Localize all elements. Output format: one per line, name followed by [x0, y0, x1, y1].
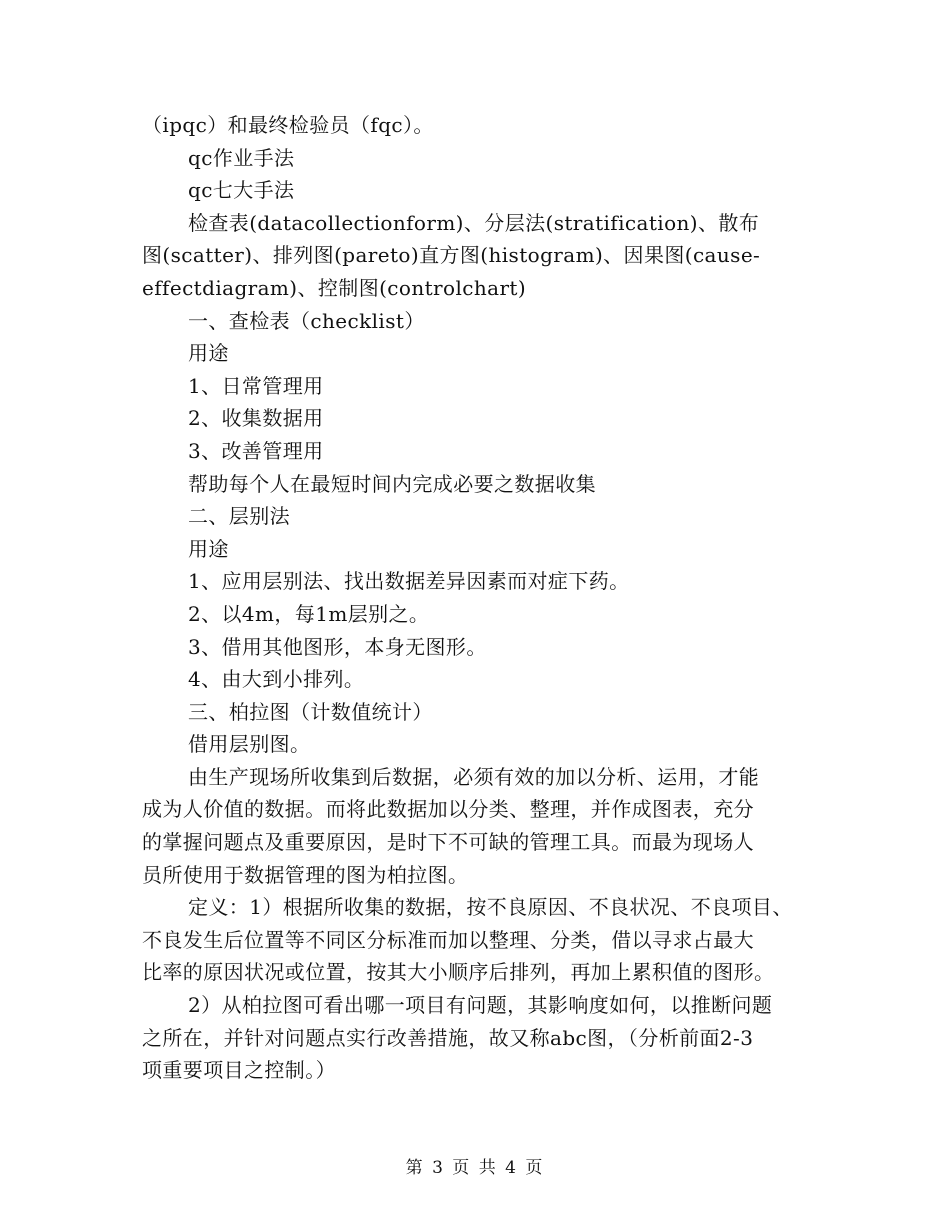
text-line: qc作业手法 [188, 145, 295, 170]
text-line: 的掌握问题点及重要原因，是时下不可缺的管理工具。而最为现场人 [142, 830, 754, 855]
text-line: 由生产现场所收集到后数据，必须有效的加以分析、运用，才能 [188, 764, 760, 789]
text-line: 二、层别法 [188, 504, 290, 529]
text-line: 员所使用于数据管理的图为柏拉图。 [142, 862, 469, 887]
text-line: 之所在，并针对问题点实行改善措施，故又称abc图，（分析前面2-3 [142, 1025, 754, 1050]
text-line: 检查表(datacollectionform)、分层法(stratification)、散布 [188, 210, 760, 235]
text-line: 4、由大到小排列。 [188, 667, 365, 692]
text-line: 1、日常管理用 [188, 373, 324, 398]
page-footer: 第 3 页 共 4 页 [405, 1158, 545, 1178]
text-line: 不良发生后位置等不同区分标准而加以整理、分类，借以寻求占最大 [142, 927, 754, 952]
text-line: 用途 [188, 536, 229, 561]
text-line: 用途 [188, 341, 229, 366]
text-line: qc七大手法 [188, 178, 295, 203]
text-line: 1、应用层别法、找出数据差异因素而对症下药。 [188, 569, 630, 594]
text-line: 2、收集数据用 [188, 406, 324, 431]
text-line: 成为人价值的数据。而将此数据加以分类、整理，并作成图表，充分 [142, 797, 754, 822]
document-body [142, 109, 822, 1087]
text-line: 借用层别图。 [188, 732, 311, 757]
text-line: 3、改善管理用 [188, 438, 324, 463]
text-line: 2）从柏拉图可看出哪一项目有问题，其影响度如何，以推断问题 [188, 993, 773, 1018]
text-line: 项重要项目之控制。） [142, 1058, 336, 1083]
text-line: 一、查检表（checklist） [188, 308, 425, 333]
text-line: 2、以4m，每1m层别之。 [188, 601, 430, 626]
text-line: （ipqc）和最终检验员（fqc）。 [142, 113, 434, 137]
text-line: effectdiagram)、控制图(controlchart) [142, 275, 527, 300]
text-line: 比率的原因状况或位置，按其大小顺序后排列，再加上累积值的图形。 [142, 960, 775, 985]
text-line: 3、借用其他图形，本身无图形。 [188, 634, 487, 659]
text-line: 帮助每个人在最短时间内完成必要之数据收集 [188, 471, 596, 496]
text-line: 定义：1）根据所收集的数据，按不良原因、不良状况、不良项目、 [188, 895, 793, 920]
text-line: 三、柏拉图（计数值统计） [188, 699, 433, 724]
text-line: 图(scatter)、排列图(pareto)直方图(histogram)、因果图(cause- [142, 243, 761, 268]
